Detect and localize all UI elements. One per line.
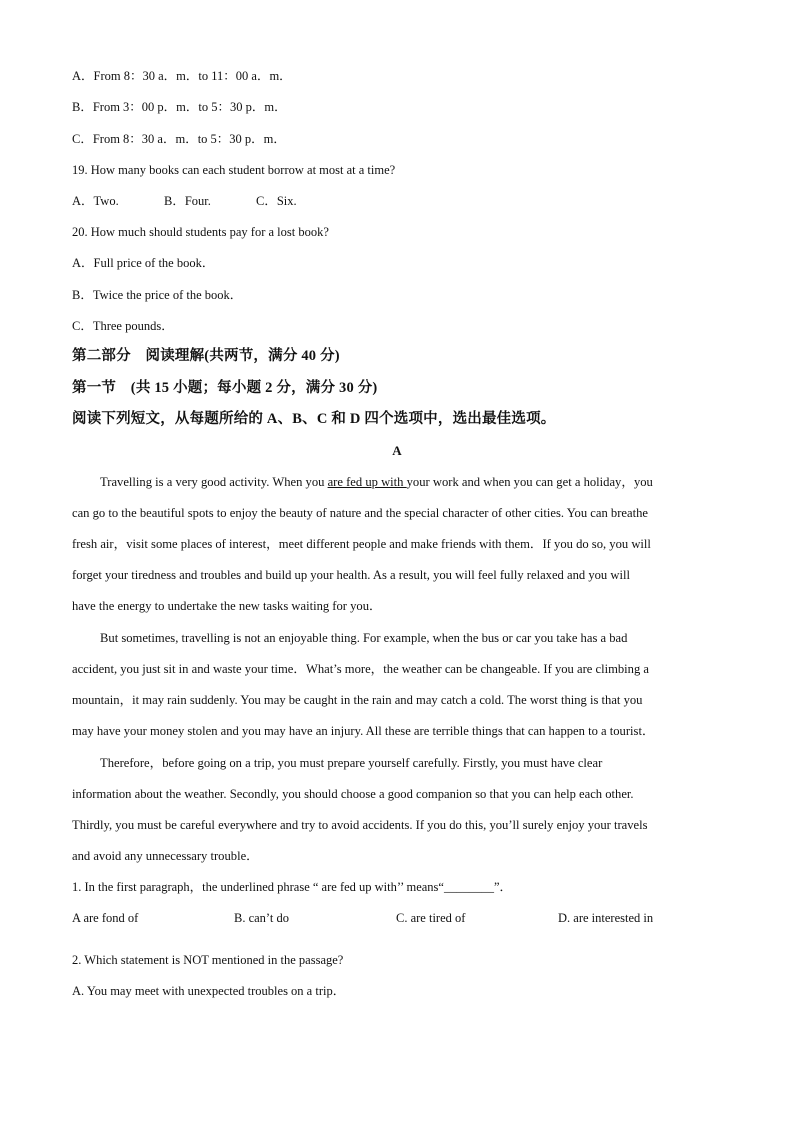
q20-question: 20. How much should students pay for a lost book?	[72, 225, 329, 239]
q18-option-b: B．From 3：00 p．m．to 5：30 p．m．	[72, 100, 287, 114]
q20-option-b: B．Twice the price of the book．	[72, 288, 243, 302]
part-title: 第二部分 阅读理解(共两节，满分 40 分)	[72, 348, 340, 364]
passage-p3-line-2: information about the weather. Secondly, you should choose a good companion so that you can help each other.	[72, 787, 634, 801]
q18-option-c: C．From 8：30 a．m．to 5：30 p．m．	[72, 132, 286, 146]
passage-p2-line-3: mountain，it may rain suddenly. You may be caught in the rain and may catch a cold. The worst thing is that you	[72, 693, 643, 707]
q2-question: 2. Which statement is NOT mentioned in the passage?	[72, 953, 344, 967]
passage-p1-line-5: have the energy to undertake the new tasks waiting for you．	[72, 599, 382, 613]
section-title: 第一节 (共 15 小题；每小题 2 分，满分 30 分)	[72, 380, 378, 396]
q19-option-a: A．Two.	[72, 194, 119, 208]
q19-options	[72, 193, 297, 209]
passage-p2-line-1: But sometimes, travelling is not an enjoyable thing. For example, when the bus or car you take has a bad	[100, 631, 628, 645]
q1-option-b: B. can’t do	[234, 911, 289, 925]
passage-p3-line-3: Thirdly, you must be careful everywhere and try to avoid accidents. If you do this, you’ll surely enjoy your travels	[72, 818, 648, 832]
passage-p1-line-1	[100, 474, 653, 490]
instruction: 阅读下列短文，从每题所给的 A、B、C 和 D 四个选项中，选出最佳选项。	[72, 411, 556, 427]
passage-p3-line-1: Therefore，before going on a trip, you must prepare yourself carefully. Firstly, you must have clear	[100, 756, 603, 770]
passage-p1-line-3: fresh air，visit some places of interest，meet different people and make friends with them．If you do so, you will	[72, 537, 651, 551]
p1-line-1-start: Travelling is a very good activity. When you	[100, 475, 328, 489]
q20-option-c: C．Three pounds．	[72, 319, 174, 333]
q1-option-d: D. are interested in	[558, 911, 654, 925]
q19-option-c: C．Six.	[256, 194, 297, 208]
passage-p2-line-4: may have your money stolen and you may have an injury. All these are terrible things that can happen to a tourist．	[72, 724, 655, 738]
passage-p1-line-4: forget your tiredness and troubles and build up your health. As a result, you will feel fully relaxed and you will	[72, 568, 630, 582]
passage-p1-line-2: can go to the beautiful spots to enjoy the beauty of nature and the special character of other cities. You can breathe	[72, 506, 648, 520]
passage-p2-line-2: accident, you just sit in and waste your time．What’s more，the weather can be changeable. If you are climbing a	[72, 662, 650, 676]
passage-p3-line-4: and avoid any unnecessary trouble．	[72, 849, 259, 863]
underlined-phrase: are fed up with	[327, 475, 407, 489]
q1-question: 1. In the first paragraph，the underlined phrase “ are fed up with’’ means“________”．	[72, 880, 513, 894]
q19-option-b: B．Four.	[164, 194, 211, 208]
q1-options	[72, 910, 653, 926]
q1-option-a: A are fond of	[72, 911, 139, 925]
p1-line-1-end: your work and when you can get a holiday，you	[406, 475, 653, 489]
q1-option-c: C. are tired of	[396, 911, 466, 925]
q19-question: 19. How many books can each student borrow at most at a time?	[72, 163, 396, 177]
q2-option-a: A. You may meet with unexpected troubles on a trip．	[72, 984, 346, 998]
q20-option-a: A．Full price of the book．	[72, 256, 215, 270]
passage-label: A	[392, 443, 402, 458]
q18-option-a: A．From 8：30 a．m．to 11：00 a．m．	[72, 69, 292, 83]
